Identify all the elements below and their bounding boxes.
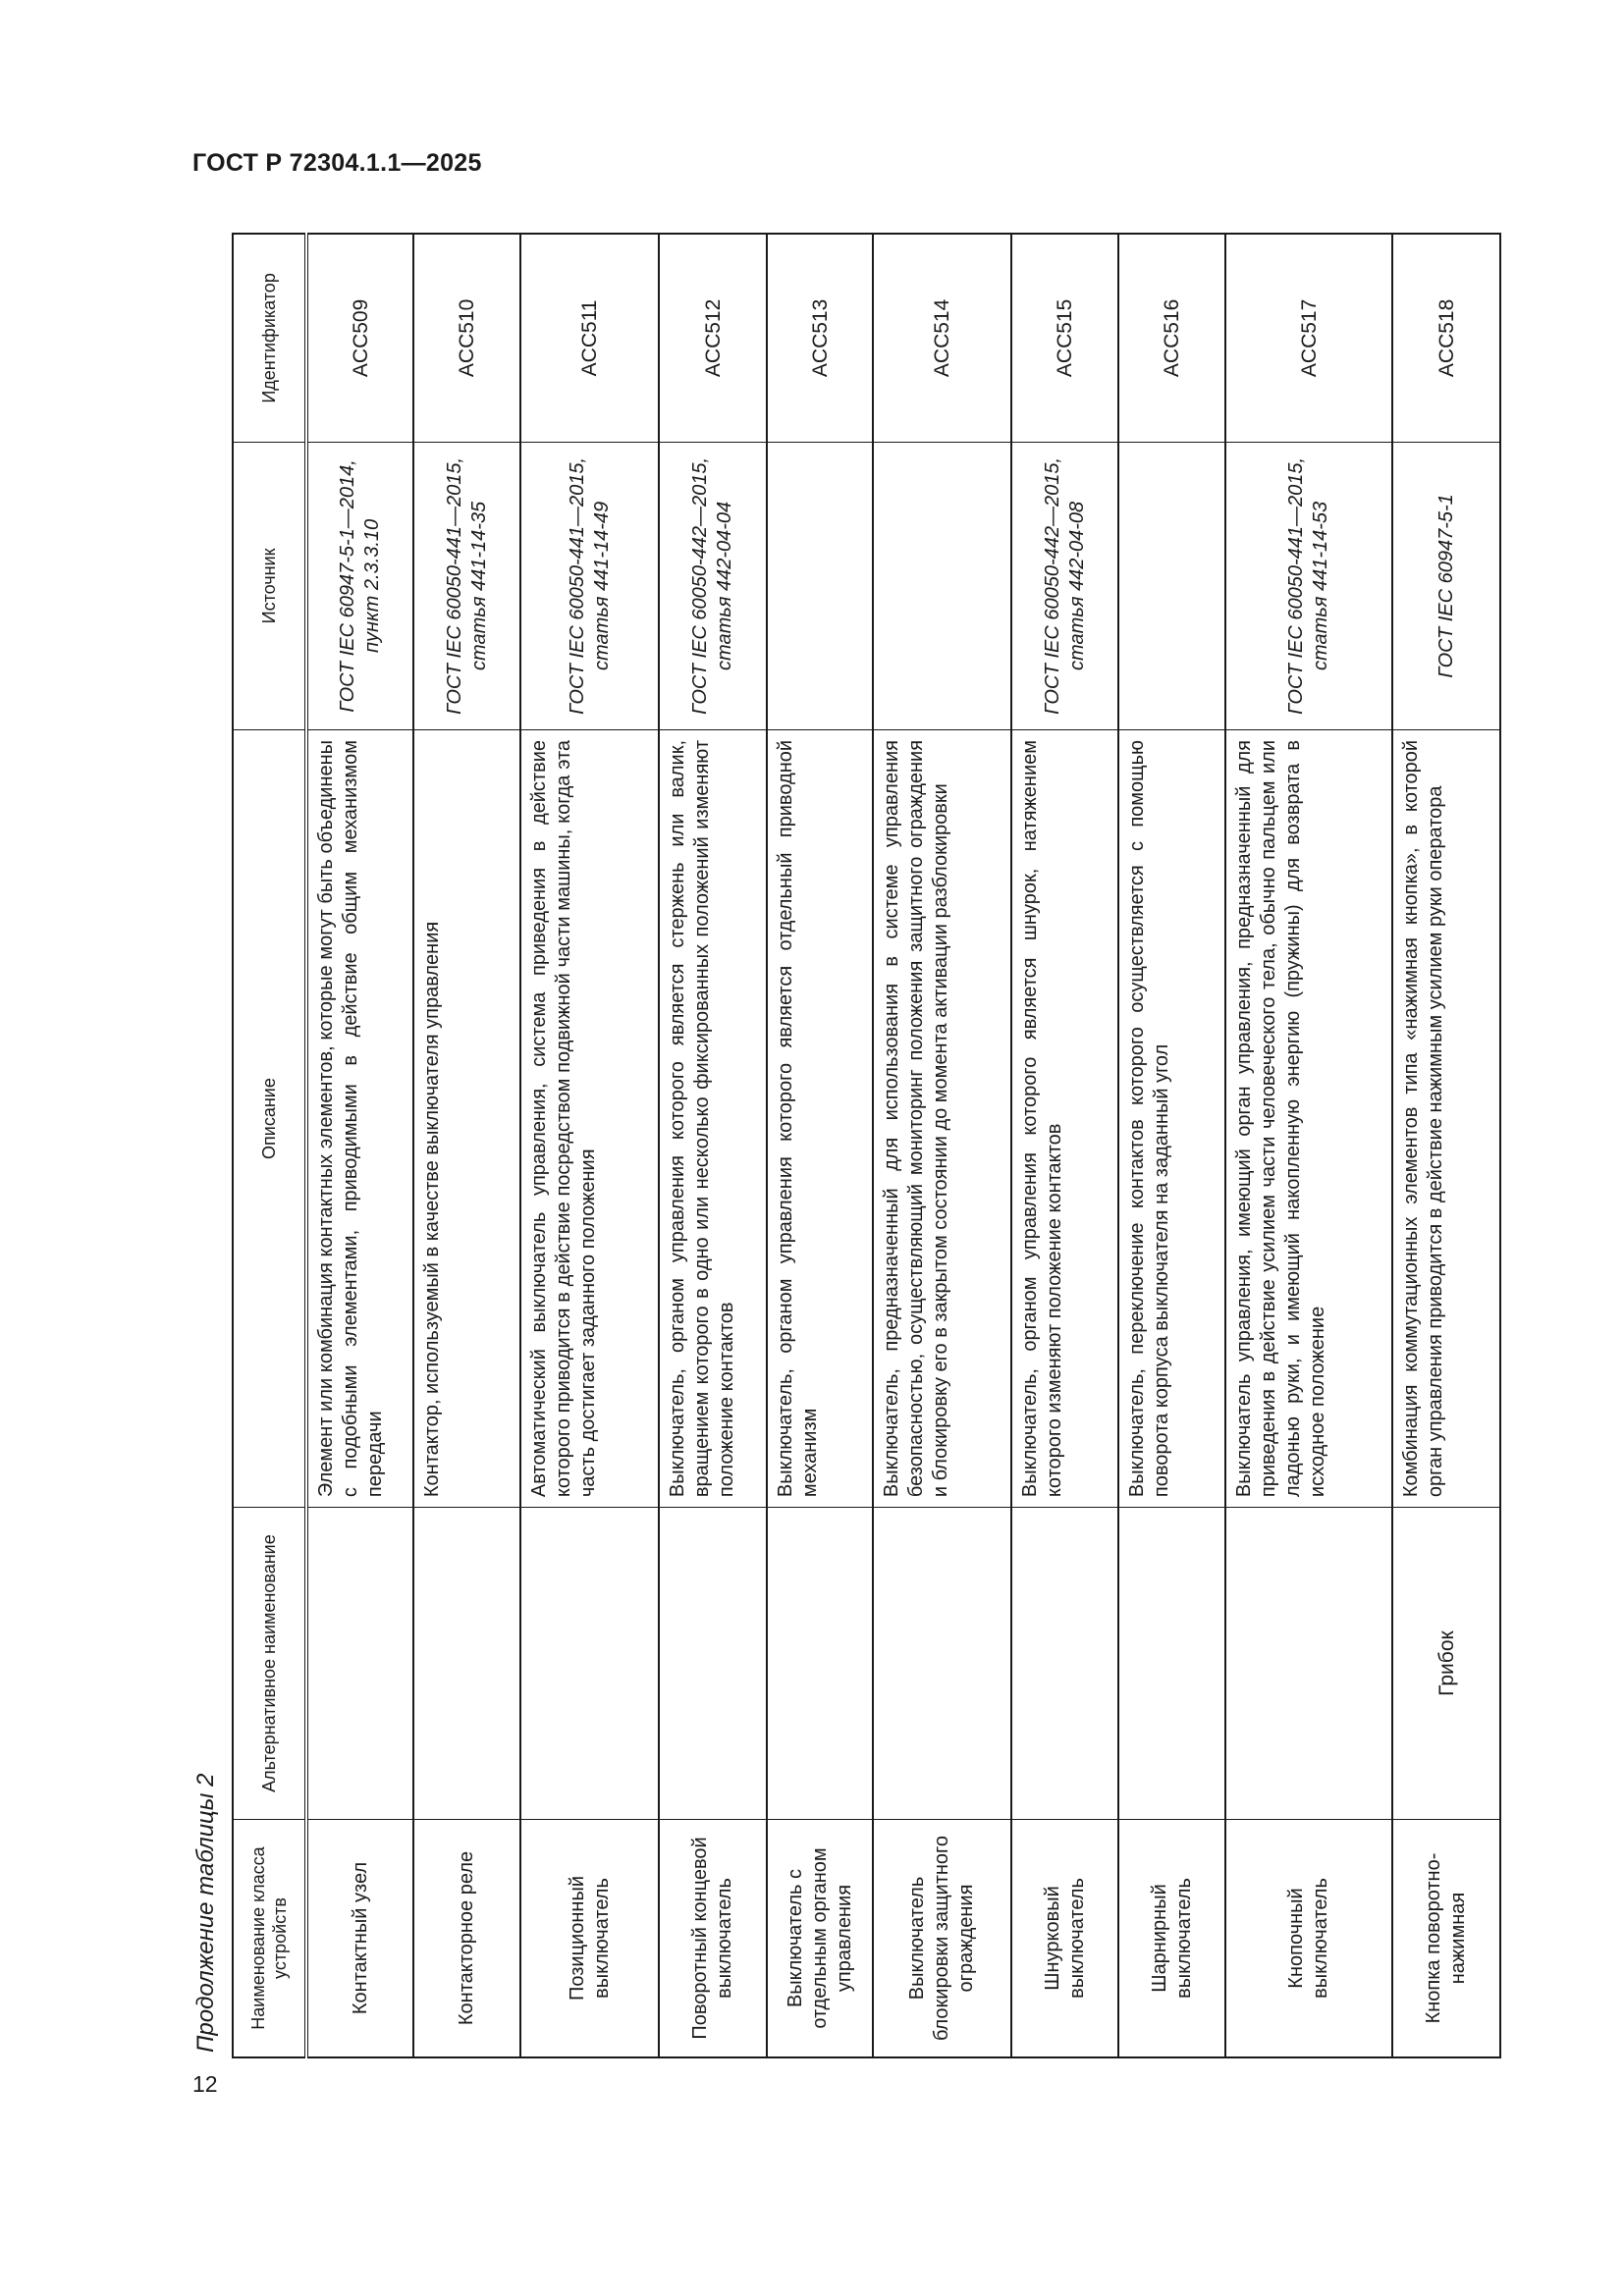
table-row <box>1225 234 1392 2057</box>
column-header-name: Наименование класса устройств <box>233 1820 306 2057</box>
cell-source: ГОСТ IEC 60050-441—2015, статья 441-14-49 <box>520 442 659 729</box>
rotated-table-area <box>181 233 1506 2058</box>
cell-description: Комбинация коммутационных элементов типа «нажимная кнопка», в которой орган управления приводится в действие нажимным усилием руки оператора <box>1392 729 1500 1507</box>
table-row <box>873 234 1011 2057</box>
cell-alt-name <box>413 1508 520 1820</box>
table-row <box>413 234 520 2057</box>
table-header-row <box>233 234 306 2057</box>
cell-alt-name <box>767 1508 873 1820</box>
cell-class-name: Поворотный концевой выключатель <box>659 1820 767 2057</box>
cell-source: ГОСТ IEC 60050-441—2015, статья 441-14-53 <box>1225 442 1392 729</box>
cell-source <box>767 442 873 729</box>
cell-description: Выключатель, органом управления которого является шнурок, натяжением которого изменяют положение контактов <box>1011 729 1118 1507</box>
cell-source: ГОСТ IEC 60050-442—2015, статья 442-04-04 <box>659 442 767 729</box>
page-number: 12 <box>192 2071 218 2097</box>
cell-description: Выключатель, органом управления которого является стержень или валик, вращением которого в одно или несколько фиксированных положений изменяют положение контактов <box>659 729 767 1507</box>
cell-source: ГОСТ IEC 60050-441—2015, статья 441-14-35 <box>413 442 520 729</box>
cell-alt-name <box>1118 1508 1225 1820</box>
cell-class-name: Выключатель с отдельным органом управления <box>767 1820 873 2057</box>
cell-description: Автоматический выключатель управления, система приведения в действие которого приводится в действие посредством подвижной части машины, когда эта часть достигает заданного положения <box>520 729 659 1507</box>
table-row <box>1392 234 1500 2057</box>
cell-description: Выключатель, переключение контактов которого осуществляется с помощью поворота корпуса выключателя на заданный угол <box>1118 729 1225 1507</box>
column-header-source: Источник <box>233 442 306 729</box>
cell-class-name: Контакторное реле <box>413 1820 520 2057</box>
cell-description: Контактор, используемый в качестве выключателя управления <box>413 729 520 1507</box>
cell-identifier: ACC518 <box>1392 234 1500 442</box>
cell-alt-name <box>520 1508 659 1820</box>
cell-source <box>873 442 1011 729</box>
table-row <box>659 234 767 2057</box>
cell-description: Выключатель, органом управления которого является отдельный приводной механизм <box>767 729 873 1507</box>
cell-class-name: Шарнирный выключатель <box>1118 1820 1225 2057</box>
cell-identifier: ACC515 <box>1011 234 1118 442</box>
table-row <box>1011 234 1118 2057</box>
column-header-description: Описание <box>233 729 306 1507</box>
cell-class-name: Кнопка поворотно-нажимная <box>1392 1820 1500 2057</box>
cell-identifier: ACC517 <box>1225 234 1392 442</box>
cell-source: ГОСТ IEC 60050-442—2015, статья 442-04-08 <box>1011 442 1118 729</box>
table-row <box>520 234 659 2057</box>
column-header-alt-name: Альтернативное наименование <box>233 1508 306 1820</box>
column-header-identifier: Идентификатор <box>233 234 306 442</box>
cell-class-name: Выключатель блокировки защитного ограждения <box>873 1820 1011 2057</box>
document-code: ГОСТ Р 72304.1.1—2025 <box>192 149 482 177</box>
cell-class-name: Контактный узел <box>306 1820 413 2057</box>
cell-description: Элемент или комбинация контактных элементов, которые могут быть объединены с подобными элементами, приводимыми в действие общим механизмом передачи <box>306 729 413 1507</box>
cell-identifier: ACC514 <box>873 234 1011 442</box>
cell-identifier: ACC516 <box>1118 234 1225 442</box>
table-row <box>767 234 873 2057</box>
cell-source: ГОСТ IEC 60947-5-1—2014, пункт 2.3.3.10 <box>306 442 413 729</box>
cell-alt-name <box>659 1508 767 1820</box>
cell-source: ГОСТ IEC 60947-5-1 <box>1392 442 1500 729</box>
cell-identifier: ACC509 <box>306 234 413 442</box>
table-row <box>1118 234 1225 2057</box>
cell-alt-name <box>873 1508 1011 1820</box>
cell-identifier: ACC511 <box>520 234 659 442</box>
cell-description: Выключатель, предназначенный для использования в системе управления безопасностью, осуществляющий мониторинг положения защитного ограждения и блокировку его в закрытом состоянии до момента активации разблокировки <box>873 729 1011 1507</box>
cell-identifier: ACC512 <box>659 234 767 442</box>
cell-source <box>1118 442 1225 729</box>
cell-identifier: ACC510 <box>413 234 520 442</box>
table-caption: Продолжение таблицы 2 <box>192 1773 219 2053</box>
cell-alt-name <box>1011 1508 1118 1820</box>
cell-class-name: Шнурковый выключатель <box>1011 1820 1118 2057</box>
cell-alt-name: Грибок <box>1392 1508 1500 1820</box>
table-row <box>306 234 413 2057</box>
cell-identifier: ACC513 <box>767 234 873 442</box>
cell-class-name: Позиционный выключатель <box>520 1820 659 2057</box>
device-class-table <box>232 233 1501 2058</box>
cell-description: Выключатель управления, имеющий орган управления, предназначенный для приведения в действие усилием части человеческого тела, обычно пальцем или ладонью руки, и имеющий накопленную энергию (пружины) для возврата в исходное положение <box>1225 729 1392 1507</box>
cell-class-name: Кнопочный выключатель <box>1225 1820 1392 2057</box>
cell-alt-name <box>1225 1508 1392 1820</box>
cell-alt-name <box>306 1508 413 1820</box>
